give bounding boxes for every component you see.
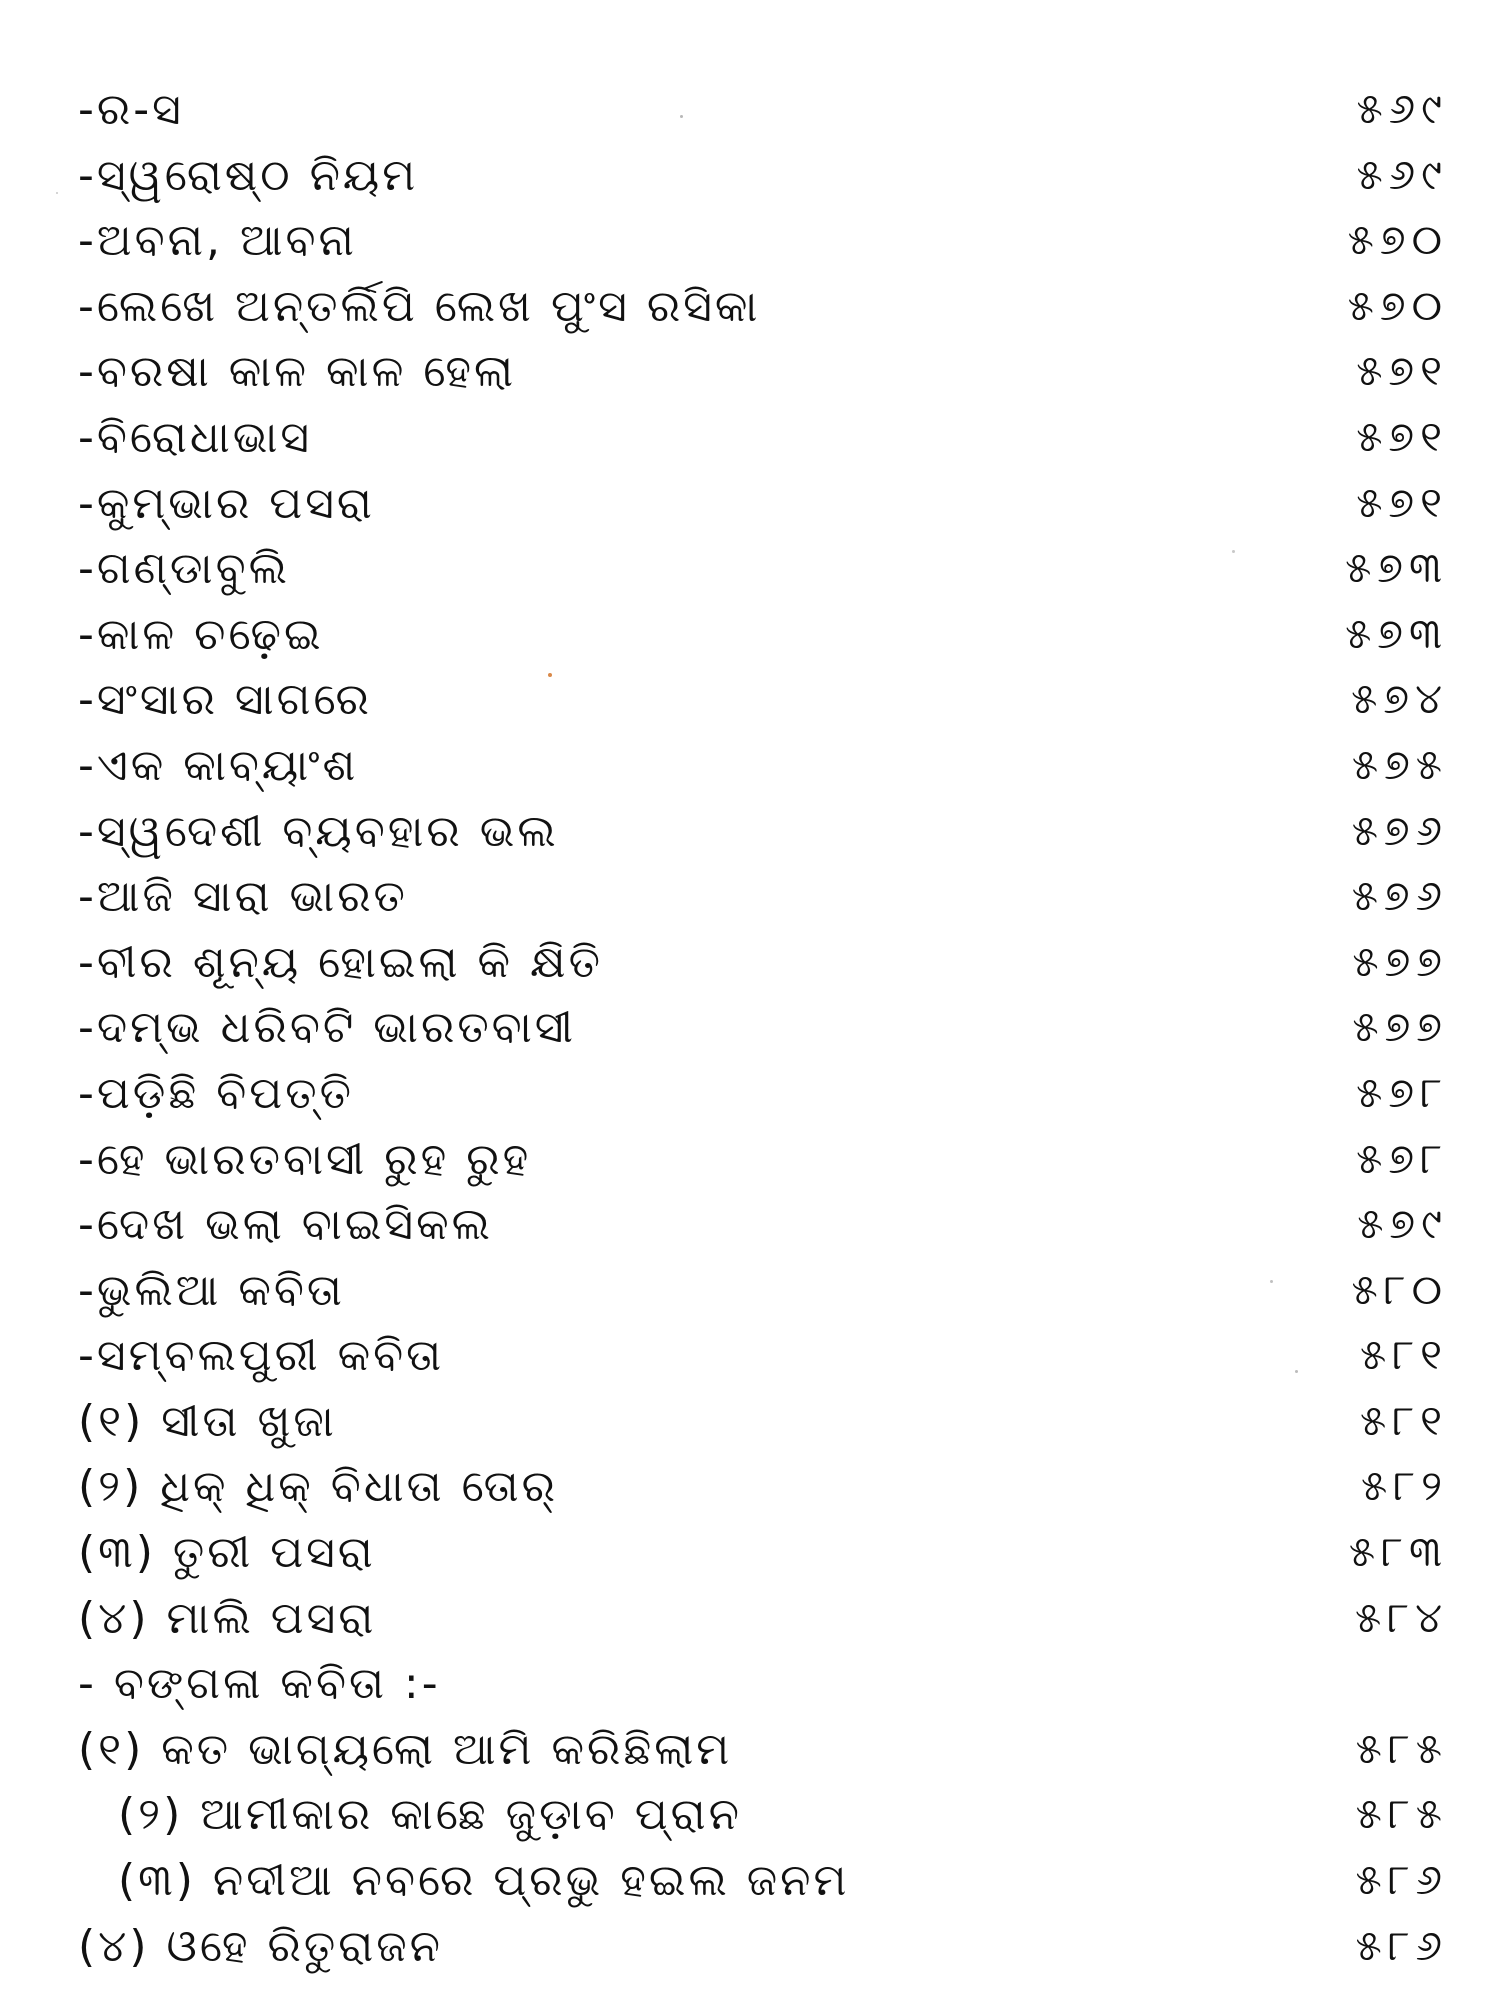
toc-entry-page-number: ୫୭୧	[1356, 477, 1448, 527]
toc-entry	[0, 411, 1500, 482]
toc-entry-title: -ପଡ଼ିଛି ବିପତ୍ତି	[78, 1067, 354, 1119]
toc-entry-page-number: ୫୮୩	[1348, 1527, 1448, 1577]
toc-entry	[0, 477, 1500, 548]
toc-entry	[0, 1002, 1500, 1072]
toc-entry-page-number: ୫୭୮	[1356, 1067, 1448, 1117]
toc-entry	[0, 1920, 1500, 1991]
toc-entry-page-number: ୫୮୧	[1359, 1330, 1448, 1380]
toc-entry	[0, 149, 1500, 220]
toc-entry-page-number: ୫୮୪	[1354, 1592, 1448, 1642]
toc-entry-title: -ବରଷା କାଳ କାଳ ହେଲା	[78, 346, 517, 398]
toc-list	[0, 84, 1500, 1990]
toc-entry-page-number: ୫୮୦	[1351, 1264, 1448, 1314]
toc-entry-title: -ଦେଖ ଭଲା ବାଇସିକଲ	[78, 1199, 493, 1251]
toc-entry	[0, 608, 1500, 679]
toc-entry	[0, 1133, 1500, 1204]
toc-entry-page-number: ୫୮୬	[1355, 1920, 1448, 1970]
toc-entry-title: -ସମ୍ବଲପୁରୀ କବିତା	[78, 1330, 445, 1382]
toc-entry	[0, 1264, 1500, 1335]
toc-entry-page-number: ୫୭୦	[1347, 215, 1448, 265]
toc-entry	[0, 674, 1500, 744]
toc-entry-page-number: ୫୭୦	[1347, 280, 1448, 330]
toc-entry-page-number: ୫୬୯	[1356, 149, 1448, 199]
toc-entry	[0, 1527, 1500, 1597]
toc-entry-title: (୨) ଆମୀକାର କାଛେ ଜୁଡ଼ାବ ପ୍ରାନ	[118, 1789, 742, 1841]
toc-entry	[0, 936, 1500, 1007]
toc-entry	[0, 1330, 1500, 1400]
toc-entry-page-number: ୫୭୬	[1351, 871, 1448, 921]
toc-entry-page-number: ୫୭୧	[1356, 346, 1448, 396]
toc-entry-title: - ବଙ୍ଗଳା କବିତା :-	[78, 1658, 441, 1710]
toc-entry	[0, 871, 1500, 941]
toc-entry-title: -କାଳ ଚଢ଼େଇ	[78, 608, 324, 660]
toc-entry	[0, 215, 1500, 285]
toc-entry-page-number: ୫୬୯	[1356, 84, 1448, 133]
toc-entry-title: (୪) ଓହେ ରିତୁରାଜନ	[78, 1920, 443, 1972]
scan-speck	[548, 673, 552, 677]
toc-entry-page-number: ୫୭୩	[1345, 608, 1448, 658]
toc-entry-page-number: ୫୮୫	[1355, 1789, 1448, 1839]
toc-entry-title: (୧) କତ ଭାଗ୍ୟଲୋ ଆମି କରିଛିଲାମ	[78, 1723, 733, 1775]
toc-entry	[0, 1789, 1500, 1859]
toc-entry-page-number: ୫୭୭	[1352, 936, 1448, 986]
toc-entry-title: -ର-ସ	[78, 84, 184, 135]
toc-entry	[0, 1658, 1500, 1728]
toc-entry-title: -ଅବନା, ଆବନା	[78, 215, 357, 267]
toc-entry-title: -ବୀର ଶୂନ୍ୟ ହୋଇଲା କି କ୍ଷିତି	[78, 936, 603, 988]
toc-entry-title: -ଦମ୍ଭ ଧରିବଟି ଭାରତବାସୀ	[78, 1002, 577, 1054]
toc-entry-title: (୪) ମାଲି ପସରା	[78, 1592, 377, 1644]
toc-entry	[0, 280, 1500, 351]
toc-entry-page-number: ୫୭୯	[1357, 1199, 1448, 1249]
scan-speck	[1270, 1280, 1273, 1283]
toc-entry-title: -ସ୍ୱଦେଶୀ ବ୍ୟବହାର ଭଲ	[78, 805, 559, 857]
toc-entry	[0, 543, 1500, 613]
toc-entry	[0, 1199, 1500, 1269]
toc-entry	[0, 346, 1500, 416]
toc-entry	[0, 1395, 1500, 1466]
toc-entry-title: (୩) ନଦୀଆ ନବରେ ପ୍ରଭୁ ହଇଲ ଜନମ	[118, 1855, 850, 1907]
scan-speck	[56, 192, 58, 194]
toc-entry	[0, 805, 1500, 876]
toc-entry-title: (୨) ଧିକ୍ ଧିକ୍ ବିଧାତା ତୋର୍	[78, 1461, 558, 1513]
toc-entry-page-number: ୫୮୨	[1360, 1461, 1448, 1511]
toc-entry-title: -ସ୍ୱରୋଷ୍ଠ ନିୟମ	[78, 149, 419, 201]
toc-entry	[0, 1461, 1500, 1531]
toc-entry-page-number: ୫୮୬	[1355, 1855, 1448, 1905]
toc-entry	[0, 1592, 1500, 1663]
toc-entry	[0, 1723, 1500, 1794]
scan-speck	[680, 115, 683, 118]
toc-entry	[0, 1855, 1500, 1925]
toc-entry-title: -ହେ ଭାରତବାସୀ ରୁହ ରୁହ	[78, 1133, 532, 1185]
toc-entry-title: (୩) ତୁରୀ ପସରା	[78, 1527, 376, 1579]
toc-entry-title: -ଭୁଲିଆ କବିତା	[78, 1264, 345, 1316]
toc-entry-page-number: ୫୮୧	[1359, 1395, 1448, 1445]
toc-entry	[0, 739, 1500, 810]
toc-entry	[0, 1067, 1500, 1138]
toc-entry-page-number: ୫୭୬	[1351, 805, 1448, 855]
toc-entry-page-number: ୫୭୧	[1356, 411, 1448, 461]
toc-entry-title: -ଗଣ୍ଡାବୁଲି	[78, 543, 290, 595]
scan-speck	[1295, 1370, 1298, 1373]
toc-entry-title: (୧) ସୀତା ଖୁଜା	[78, 1395, 337, 1447]
toc-entry-page-number: ୫୭୩	[1345, 543, 1448, 593]
toc-entry-page-number: ୫୭୮	[1356, 1133, 1448, 1183]
toc-entry-page-number: ୫୭୭	[1352, 1002, 1448, 1052]
toc-entry-page-number: ୫୭୫	[1351, 739, 1448, 789]
toc-entry-title: -ଏକ କାବ୍ୟାଂଶ	[78, 739, 359, 791]
toc-entry-title: -କୁମ୍ଭାର ପସରା	[78, 477, 375, 529]
toc-entry-title: -ବିରୋଧାଭାସ	[78, 411, 313, 463]
toc-entry-title: -ଲେଖେ ଅନ୍ତର୍ଲିପି ଲେଖ ପୁଂସ ରସିକା	[78, 280, 761, 332]
toc-entry	[0, 84, 1500, 154]
toc-entry-page-number: ୫୮୫	[1355, 1723, 1448, 1773]
toc-entry-title: -ଆଜି ସାରା ଭାରତ	[78, 871, 408, 923]
scan-speck	[1232, 550, 1235, 553]
toc-entry-page-number: ୫୭୪	[1351, 674, 1448, 724]
toc-entry-title: -ସଂସାର ସାଗରେ	[78, 674, 372, 726]
